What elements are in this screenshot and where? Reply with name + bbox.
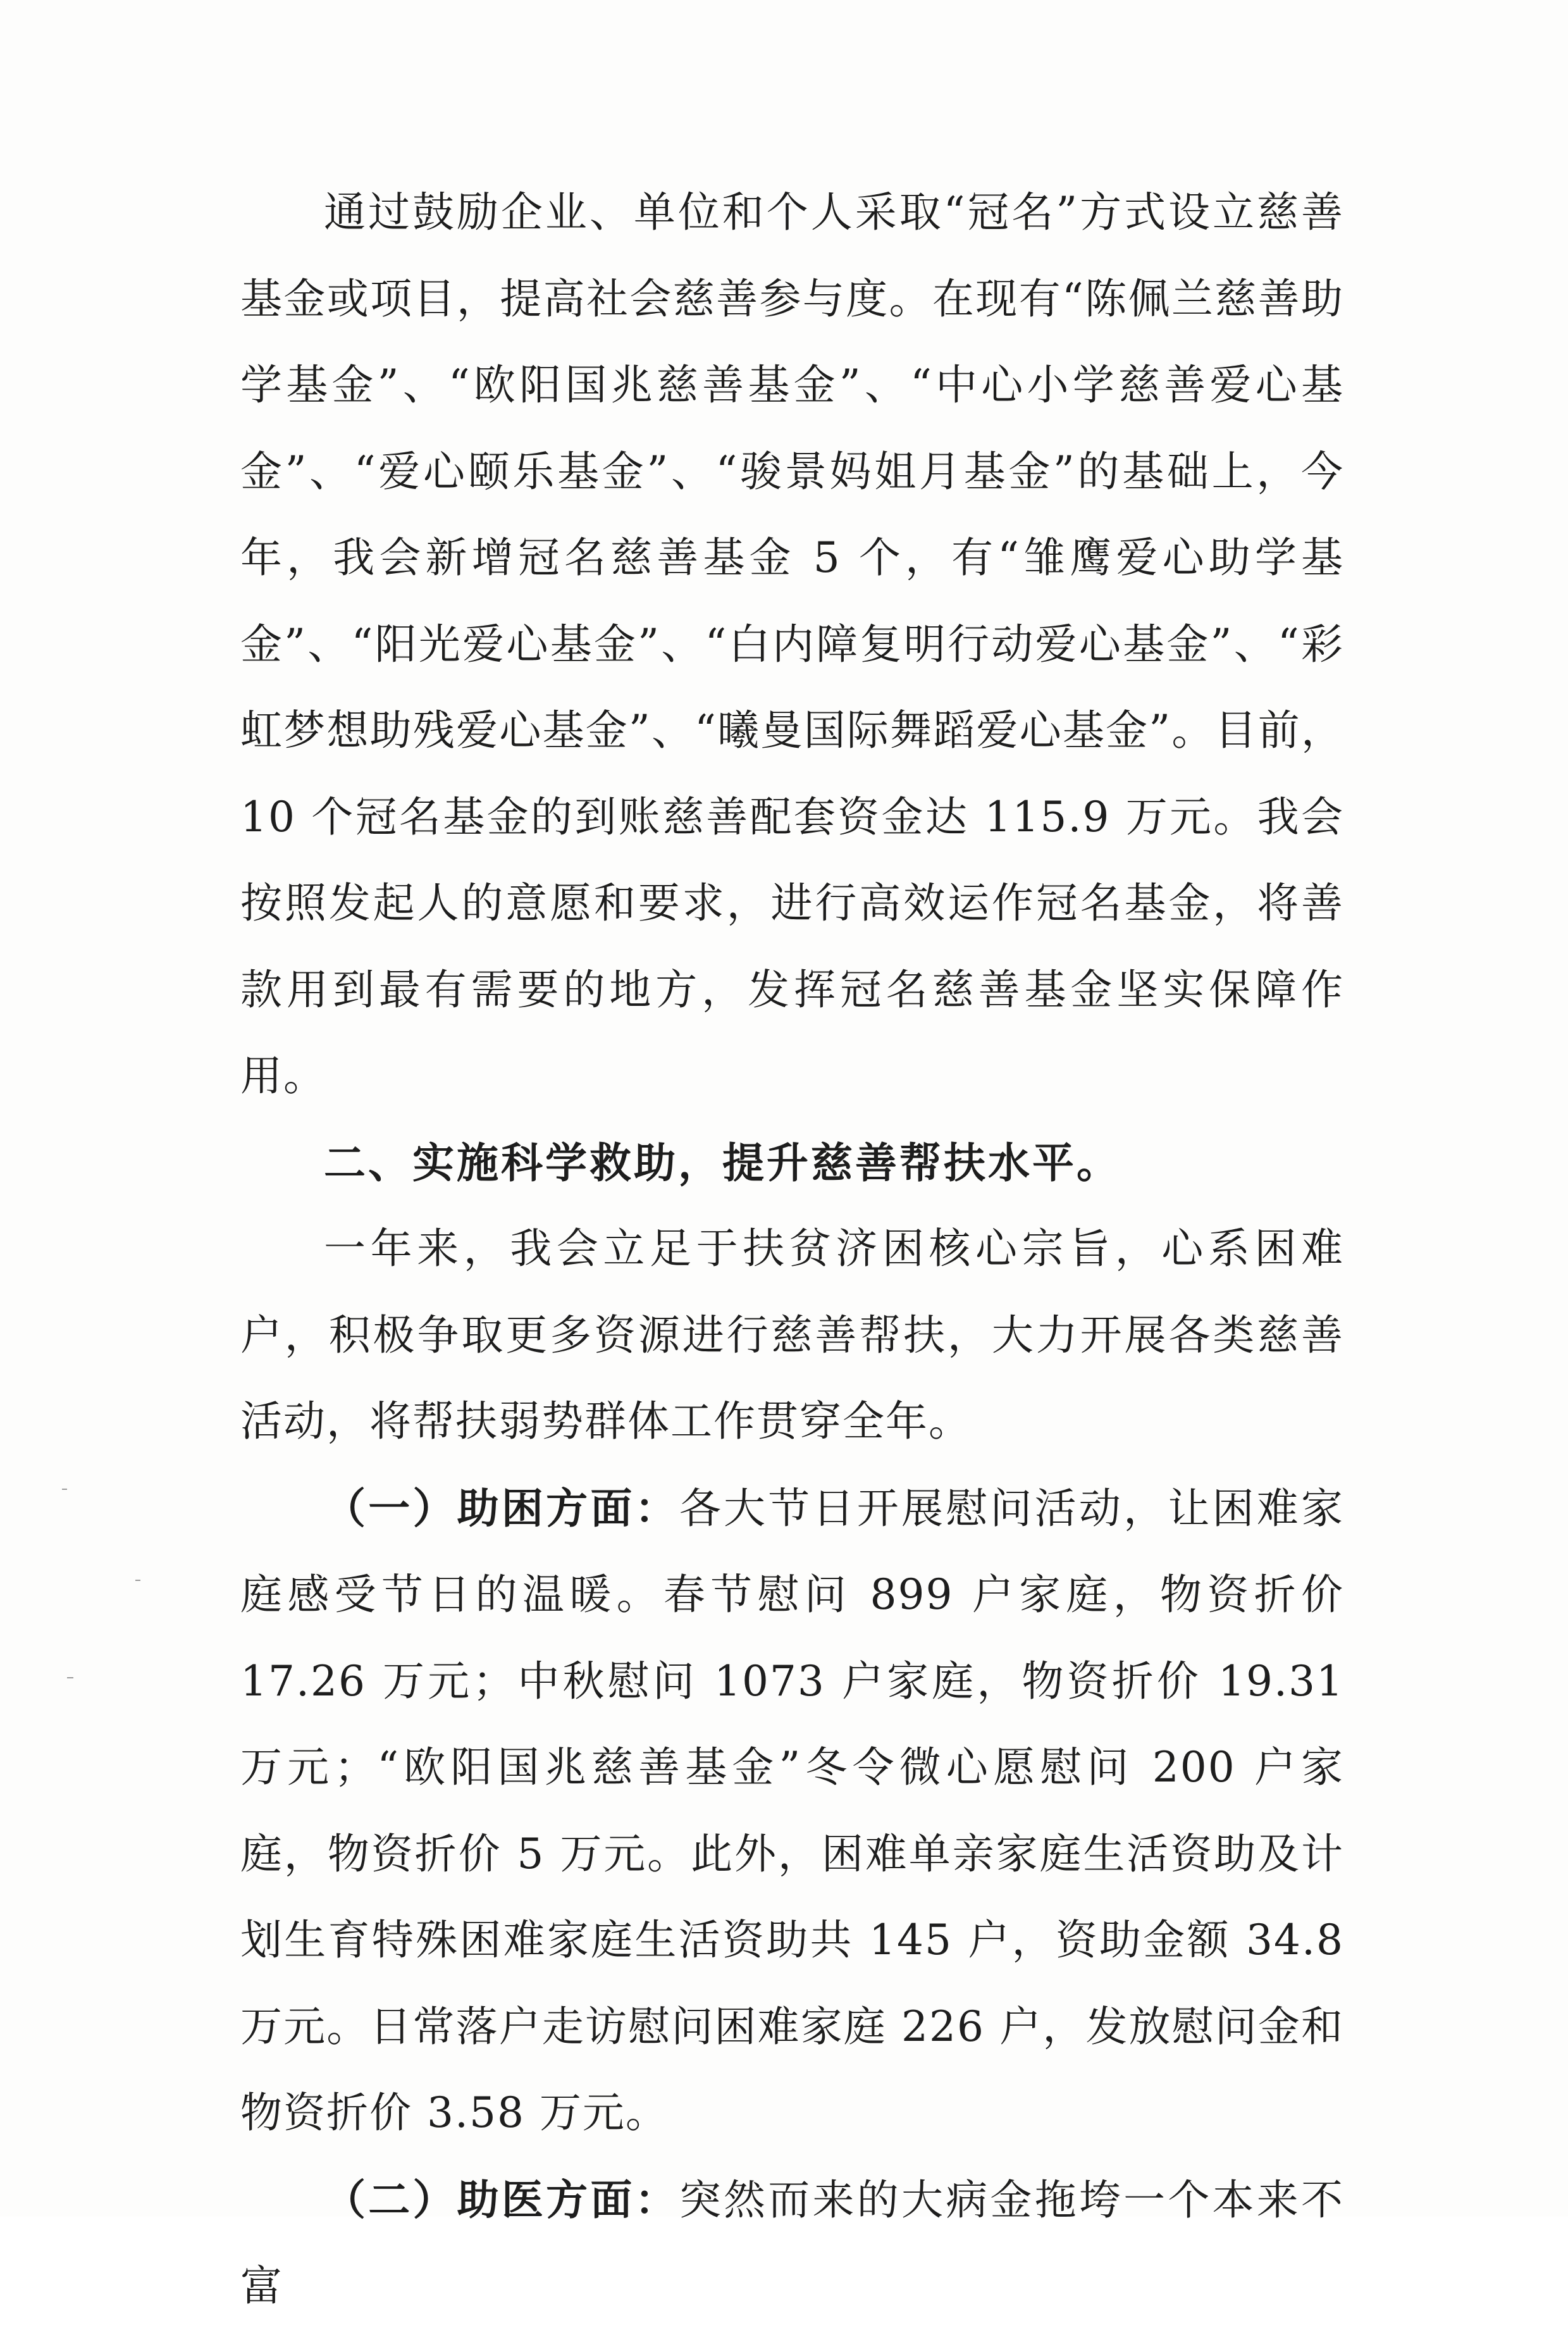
section-heading-2 xyxy=(240,1120,1344,1206)
heading-text: 二、实施科学救助，提升慈善帮扶水平。 xyxy=(324,1137,1121,1187)
scan-speck xyxy=(135,1580,140,1581)
paragraph-text: 一年来，我会立足于扶贫济困核心宗旨，心系困难户，积极争取更多资源进行慈善帮扶，大力开展各类慈善活动，将帮扶弱势群体工作贯穿全年。 xyxy=(240,1224,1344,1446)
paragraph-named-funds xyxy=(240,170,1344,1120)
subsection-lead: （二）助医方面： xyxy=(324,2174,679,2224)
paragraph-text: 通过鼓励企业、单位和个人采取“冠名”方式设立慈善基金或项目，提高社会慈善参与度。在现有“陈佩兰慈善助学基金”、“欧阳国兆慈善基金”、“中心小学慈善爱心基金”、“爱心颐乐基金”、“骏景妈姐月基金”的基础上，今年，我会新增冠名慈善基金 5 个，有“雏鹰爱心助学基金”、“阳光爱心基金”、“白内障复明行动爱心基金”、“彩虹梦想助残爱心基金”、“曦曼国际舞蹈爱心基金”。目前，10 个冠名基金的到账慈善配套资金达 115.9 万元。我会按照发起人的意愿和要求，进行高效运作冠名基金，将善款用到最有需要的地方，发挥冠名慈善基金坚实保障作用。 xyxy=(240,188,1344,1100)
paragraph-medical-aid xyxy=(240,2157,1344,2330)
paragraph-text: 突然而来的大病金拖垮一个本来不富 xyxy=(240,2175,1345,2310)
paragraph-year-overview xyxy=(240,1206,1344,1465)
document-body xyxy=(240,170,1344,2330)
scan-speck xyxy=(62,1489,67,1490)
paragraph-text: 各大节日开展慰问活动，让困难家庭感受节日的温暖。春节慰问 899 户家庭，物资折价 17.26 万元；中秋慰问 1073 户家庭，物资折价 19.31 万元；“欧阳国兆慈善基金”冬令微心愿慰问 200 户家庭，物资折价 5 万元。此外，困难单亲家庭生活资助及计划生育特殊困难家庭生活资助共 145 户，资助金额 34.8 万元。日常落户走访慰问困难家庭 226 户，发放慰问金和物资折价 3.58 万元。 xyxy=(240,1484,1345,2137)
scan-speck xyxy=(67,1677,73,1678)
subsection-lead: （一）助困方面： xyxy=(324,1483,679,1533)
paragraph-poverty-relief xyxy=(240,1465,1344,2157)
